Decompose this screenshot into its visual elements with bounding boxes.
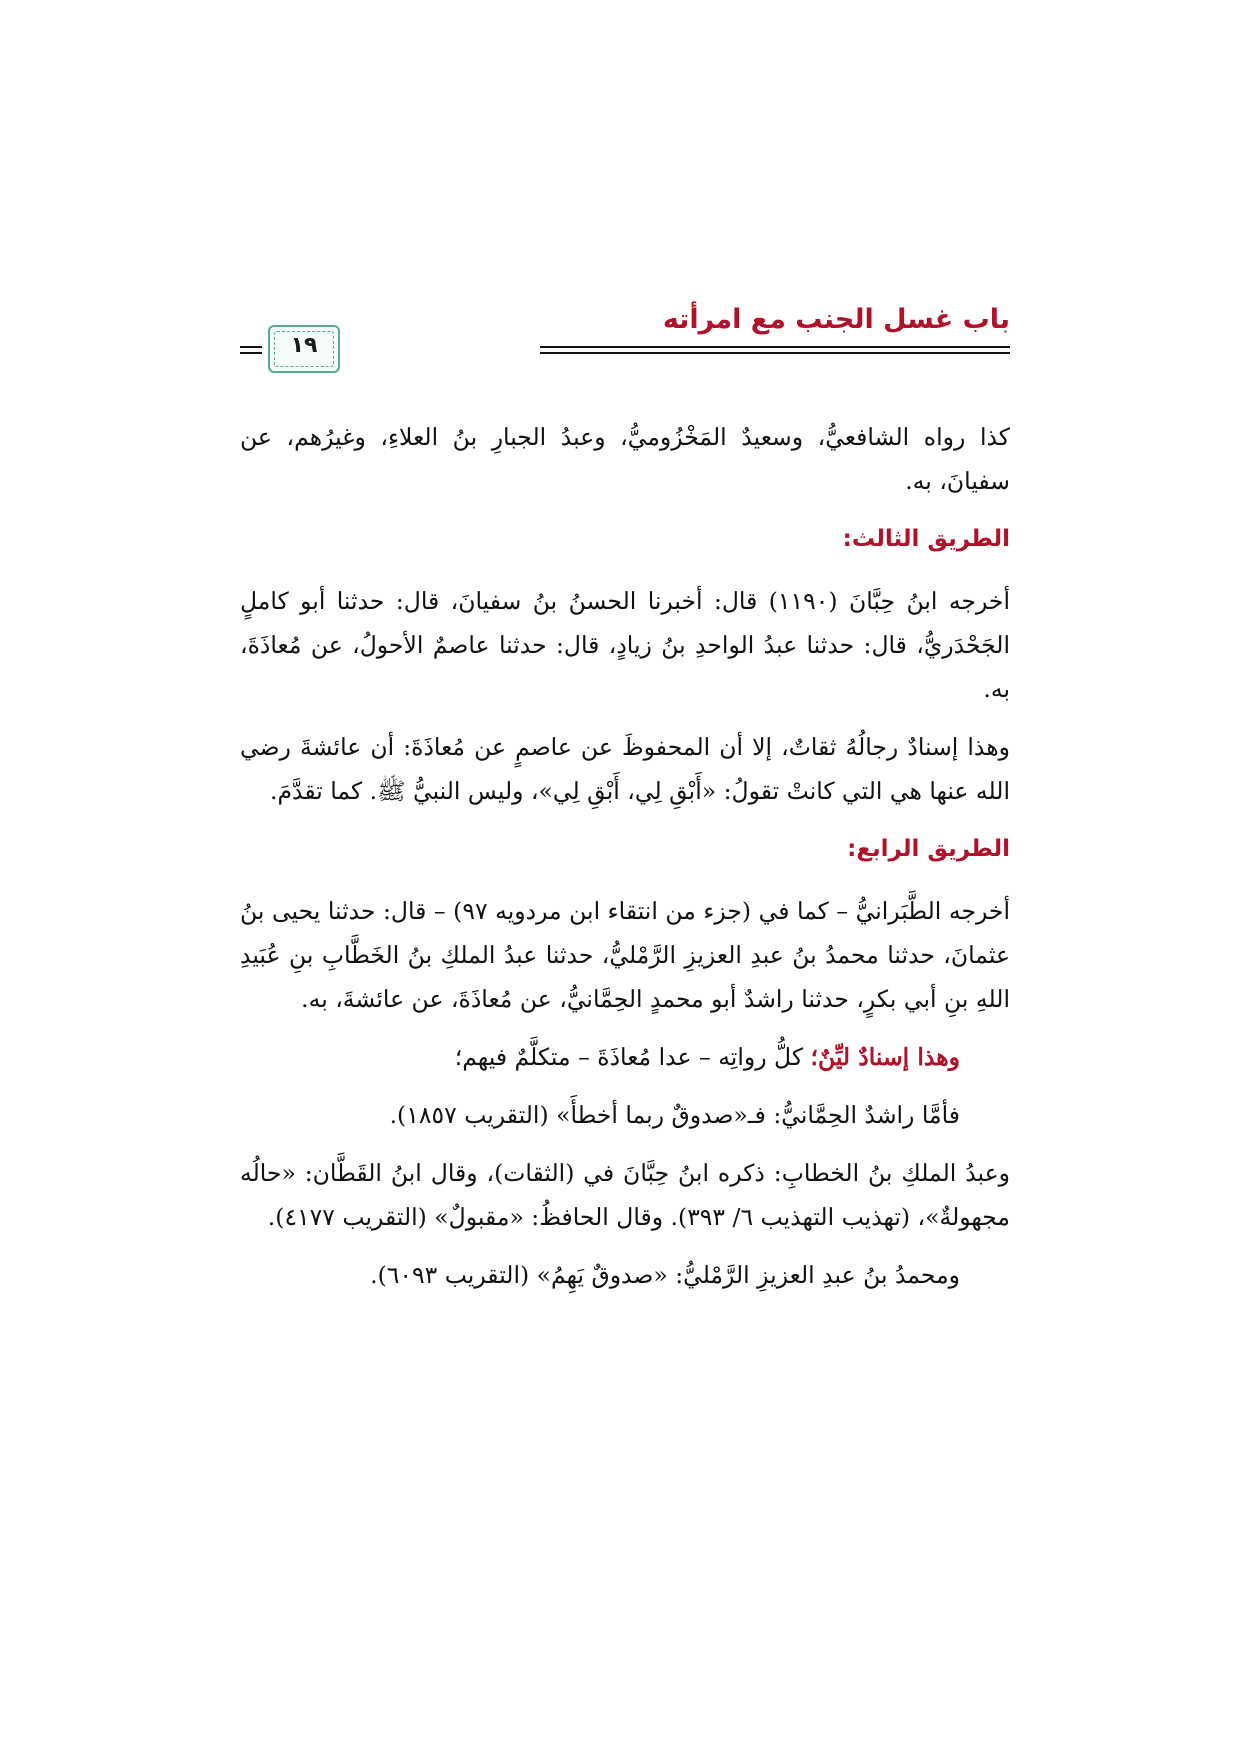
header-rule xyxy=(540,346,1010,348)
paragraph: ومحمدُ بنُ عبدِ العزيزِ الرَّمْليُّ: «صدوقٌ يَهِمُ» (التقريب ٦٠٩٣). xyxy=(370,1261,960,1289)
paragraph: كذا رواه الشافعيُّ، وسعيدٌ المَخْزُوميُّ، وعبدُ الجبارِ بنُ العلاءِ، وغيرُهم، عن سفيانَ، به. xyxy=(240,423,1010,495)
emphasis-lead: وهذا إسنادٌ ليِّنٌ؛ xyxy=(810,1043,960,1071)
paragraph xyxy=(240,1035,960,1079)
running-title: باب غسل الجنب مع امرأته xyxy=(662,304,1010,335)
section-heading: الطريق الرابع: xyxy=(847,836,1010,862)
header-rule xyxy=(540,352,1010,354)
paragraph-text: كلُّ رواتِه – عدا مُعاذَةَ – متكلَّمٌ فيهم؛ xyxy=(454,1043,811,1071)
paragraph: وهذا إسنادٌ رجالُهُ ثقاتٌ، إلا أن المحفوظَ عن عاصمٍ عن مُعاذَةَ: أن عائشةَ رضي الله عنها هي التي كانتْ تقولُ: «أَبْقِ لِي، أَبْقِ لِي»، وليس النبيُّ ﷺ. كما تقدَّمَ. xyxy=(240,733,1010,805)
page-body xyxy=(240,415,1010,1311)
page-number: ١٩ xyxy=(290,333,318,358)
section-heading: الطريق الثالث: xyxy=(842,526,1010,552)
paragraph: وعبدُ الملكِ بنُ الخطابِ: ذكره ابنُ حِبَّانَ في (الثقات)، وقال ابنُ القَطَّان: «حالُه مجهولةٌ»، (تهذيب التهذيب ٦/ ٣٩٣). وقال الحافظُ: «مقبولٌ» (التقريب ٤١٧٧). xyxy=(240,1159,1010,1231)
page-header xyxy=(240,300,1010,392)
paragraph: أخرجه الطَّبَرانيُّ – كما في (جزء من انتقاء ابن مردويه ٩٧) – قال: حدثنا يحيى بنُ عثمانَ، حدثنا محمدُ بنُ عبدِ العزيزِ الرَّمْليُّ، حدثنا عبدُ الملكِ بنُ الخَطَّابِ بنِ عُبَيدِ اللهِ بنِ أبي بكرٍ، حدثنا راشدٌ أبو محمدٍ الحِمَّانيُّ، عن مُعاذَةَ، عن عائشةَ، به. xyxy=(240,897,1010,1013)
paragraph: فأمَّا راشدٌ الحِمَّانيُّ: فـ«صدوقٌ ربما أخطأَ» (التقريب ١٨٥٧). xyxy=(389,1101,960,1129)
paragraph: أخرجه ابنُ حِبَّانَ (١١٩٠) قال: أخبرنا الحسنُ بنُ سفيانَ، قال: حدثنا أبو كاملٍ الجَحْدَريُّ، قال: حدثنا عبدُ الواحدِ بنُ زيادٍ، قال: حدثنا عاصمٌ الأحولُ، عن مُعاذَةَ، به. xyxy=(240,587,1010,703)
page-number-badge xyxy=(268,325,340,373)
header-rule xyxy=(240,346,262,348)
header-rule xyxy=(240,352,262,354)
